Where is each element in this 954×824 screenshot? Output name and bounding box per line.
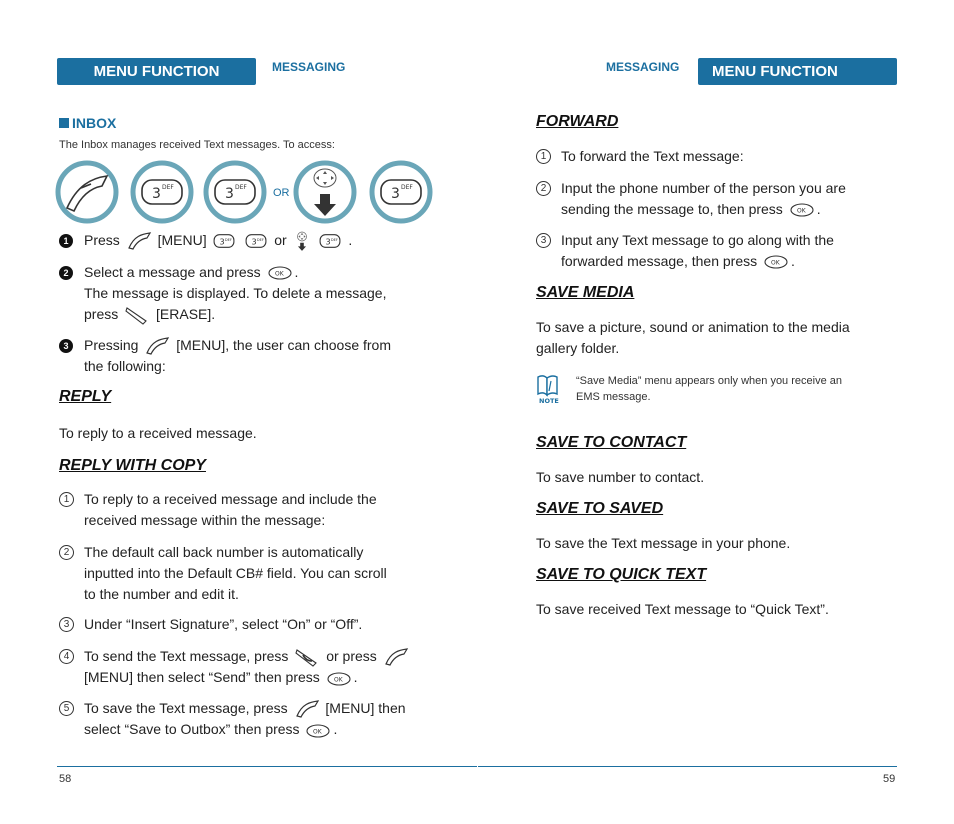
left-footer-rule <box>57 766 477 767</box>
forward-item-3-text: Input any Text message to go along with the forwarded message, then press . <box>561 232 834 269</box>
ok-key-icon <box>267 265 293 281</box>
note-text: “Save Media” menu appears only when you receive an EMS message. <box>576 375 842 403</box>
rwc-item-5-text: To save the Text message, press [MENU] then select “Save to Outbox” then press . <box>84 700 406 738</box>
right-page-number: 59 <box>883 773 896 785</box>
left-menu-function-tab: MENU FUNCTION <box>57 58 256 85</box>
big-3def-key-icon-3 <box>372 163 430 221</box>
menu-key-icon <box>144 336 170 356</box>
left-section-label: MESSAGING <box>272 60 346 74</box>
3def-key-icon <box>244 232 268 250</box>
step-3-text: Pressing [MENU], the user can choose from the following: <box>84 337 392 375</box>
square-bullet-icon <box>59 118 69 128</box>
save-to-quick-text-heading: SAVE TO QUICK TEXT <box>536 566 707 583</box>
left-page-number: 58 <box>59 773 72 785</box>
rwc-item-2-number: 2 <box>59 545 74 560</box>
save-to-saved-text: To save the Text message in your phone. <box>536 535 791 551</box>
svg-text:DEF: DEF <box>162 184 174 191</box>
menu-key-icon <box>383 647 409 667</box>
note-book-icon <box>535 373 561 405</box>
save-to-contact-heading: SAVE TO CONTACT <box>536 434 687 451</box>
step-1-bullet: 1 <box>59 234 73 248</box>
ok-key-icon <box>326 671 352 687</box>
nav-down-key-icon <box>293 230 311 252</box>
rwc-item-5-number: 5 <box>59 701 74 716</box>
save-media-text: To save a picture, sound or animation to the media gallery folder. <box>536 319 850 356</box>
step-3-bullet: 3 <box>59 339 73 353</box>
rwc-item-1-text: To reply to a received message and include the received message within the message: <box>84 491 377 528</box>
rwc-item-4-number: 4 <box>59 649 74 664</box>
save-media-heading: SAVE MEDIA <box>536 284 635 301</box>
forward-item-3-number: 3 <box>536 233 551 248</box>
step-1-text: Press [MENU] or . <box>84 230 352 252</box>
ok-key-icon <box>305 723 331 739</box>
svg-text:3: 3 <box>152 186 161 202</box>
inbox-intro: The Inbox manages received Text messages. To access: <box>59 139 335 151</box>
step-2-bullet: 2 <box>59 266 73 280</box>
svg-text:DEF: DEF <box>401 184 413 191</box>
rwc-item-1-number: 1 <box>59 492 74 507</box>
forward-item-2-text: Input the phone number of the person you are sending the message to, then press . <box>561 180 846 217</box>
right-section-label: MESSAGING <box>606 60 680 74</box>
rwc-item-4-text: To send the Text message, press or press [MENU] then select “Send” then press . <box>84 646 411 688</box>
big-nav-down-key-icon <box>296 163 354 221</box>
save-to-saved-heading: SAVE TO SAVED <box>536 500 664 517</box>
forward-heading: FORWARD <box>536 113 619 130</box>
end-key-icon <box>124 305 150 325</box>
save-to-quick-text-text: To save received Text message to “Quick Text”. <box>536 601 829 617</box>
forward-item-1-number: 1 <box>536 149 551 164</box>
forward-item-2-number: 2 <box>536 181 551 196</box>
menu-key-icon <box>126 231 152 251</box>
big-3def-key-icon <box>133 163 191 221</box>
reply-heading: REPLY <box>59 388 112 405</box>
menu-key-icon <box>294 699 320 719</box>
forward-item-1-text: To forward the Text message: <box>561 148 744 164</box>
big-3def-key-icon-2 <box>206 163 264 221</box>
ok-key-icon <box>763 254 789 270</box>
3def-key-icon <box>212 232 236 250</box>
svg-text:NOTE: NOTE <box>539 397 559 405</box>
3def-key-icon <box>318 232 342 250</box>
save-to-contact-text: To save number to contact. <box>536 469 705 485</box>
send-key-icon <box>294 647 320 667</box>
reply-text: To reply to a received message. <box>59 425 257 441</box>
rwc-item-2-text: The default call back number is automatically inputted into the Default CB# field. You can scroll to the number and edit it. <box>84 544 387 602</box>
ok-key-icon <box>789 202 815 218</box>
or-label: OR <box>273 187 290 199</box>
reply-with-copy-heading: REPLY WITH COPY <box>59 457 206 474</box>
svg-text:DEF: DEF <box>235 184 247 191</box>
big-menu-key-icon <box>58 163 116 221</box>
right-footer-rule <box>478 766 897 767</box>
right-menu-function-tab: MENU FUNCTION <box>698 58 897 85</box>
inbox-title: INBOX <box>59 115 116 131</box>
rwc-item-3-number: 3 <box>59 617 74 632</box>
svg-text:3: 3 <box>391 186 400 202</box>
step-2-text: Select a message and press . The message is displayed. To delete a message, press [ERASE]. <box>84 262 386 325</box>
key-sequence-diagram <box>55 158 435 226</box>
rwc-item-3-text: Under “Insert Signature”, select “On” or “Off”. <box>84 616 363 632</box>
svg-text:3: 3 <box>225 186 234 202</box>
